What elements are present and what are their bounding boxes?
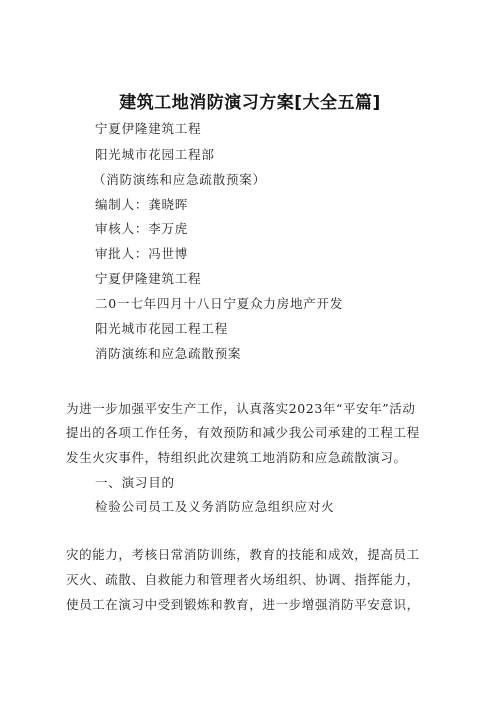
paragraph-2-line-1: 灾的能力，考核日常消防训练，教育的技能和成效，提高员工 bbox=[66, 547, 420, 562]
section-heading: 一、演习目的 bbox=[95, 475, 175, 490]
header-line-plan-type: （消防演练和应急疏散预案） bbox=[93, 172, 266, 187]
paragraph-1-line-3: 发生火灾事件，特组织此次建筑工地消防和应急疏散演习。 bbox=[66, 450, 407, 465]
paragraph-1-line-2: 提出的各项工作任务，有效预防和减少我公司承建的工程工程 bbox=[66, 425, 420, 440]
header-line-author: 编制人：龚晓晖 bbox=[95, 197, 189, 212]
paragraph-1-line-1: 为进一步加强平安生产工作，认真落实2023年“平安年”活动 bbox=[66, 401, 416, 416]
header-line-approver: 审批人：冯世博 bbox=[95, 246, 189, 261]
section-line: 检验公司员工及义务消防应急组织应对火 bbox=[95, 499, 335, 514]
header-line-plan-name: 消防演练和应急疏散预案 bbox=[95, 346, 242, 361]
header-line-project: 阳光城市花园工程工程 bbox=[95, 321, 229, 336]
paragraph-2-line-3: 使员工在演习中受到锻炼和教育，进一步增强消防平安意识， bbox=[66, 597, 420, 612]
header-line-reviewer: 审核人：李万虎 bbox=[95, 221, 189, 236]
header-line-company: 宁夏伊隆建筑工程 bbox=[95, 121, 202, 136]
header-line-date: 二0一七年四月十八日宁夏众力房地产开发 bbox=[95, 296, 344, 311]
header-line-department: 阳光城市花园工程部 bbox=[95, 147, 215, 162]
paragraph-2-line-2: 灭火、疏散、自救能力和管理者火场组织、协调、指挥能力， bbox=[66, 572, 420, 587]
document-title: 建筑工地消防演习方案[大全五篇] bbox=[119, 93, 381, 113]
header-line-company-2: 宁夏伊隆建筑工程 bbox=[95, 271, 202, 286]
